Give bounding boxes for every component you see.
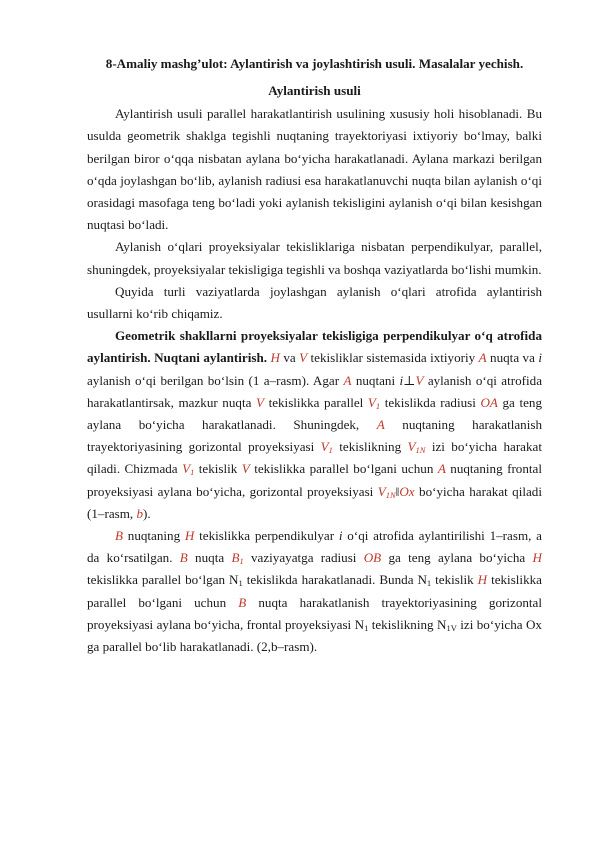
text-run: tekislikka parallel bo‘lgan N xyxy=(87,572,239,588)
text-run: tekislik xyxy=(431,572,478,588)
subscript: 1N xyxy=(385,489,396,500)
symbol-V: V xyxy=(415,372,424,388)
symbol-V1N: V xyxy=(407,439,416,455)
symbol-H: H xyxy=(270,350,280,366)
symbol-i: i xyxy=(399,372,404,388)
page-title: 8-Amaliy mashg’ulot: Aylantirish va joylashtirish usuli. Masalalar yechish. xyxy=(105,56,524,71)
paragraph-4 xyxy=(87,325,542,525)
symbol-A: A xyxy=(343,372,352,388)
paragraph-3: Quyida turli vaziyatlarda joylashgan aylanish o‘qlari atrofida aylantirish usullarni ko‘rib chiqamiz. xyxy=(87,283,542,322)
text-run: nuqta va xyxy=(486,350,539,366)
text-run: tekisliklar sistemasida ixtiyoriy xyxy=(307,350,479,366)
text-run: ga teng aylana bo‘yicha xyxy=(381,550,533,566)
symbol-A: A xyxy=(437,461,446,477)
symbol-V1: V xyxy=(320,439,329,455)
text-run: bo‘yicha harakat qiladi (1–rasm, xyxy=(87,483,542,521)
text-run: ga teng aylana bo‘yicha harakatlanadi. Shuningdek, xyxy=(87,394,542,433)
symbol-B1: B xyxy=(231,550,240,566)
symbol-A: A xyxy=(478,350,487,366)
text-run: nuqtani xyxy=(351,372,400,388)
symbol-H: H xyxy=(477,572,488,588)
text-run: tekislikka parallel xyxy=(263,394,368,410)
subscript: 1 xyxy=(328,445,333,456)
text-run: nuqta harakatlanish trayektoriyasining gorizontal proyeksiyasi aylana bo‘yicha, frontal proyeksiyasi N xyxy=(87,594,542,632)
text-run: nuqtaning xyxy=(123,528,185,544)
symbol-i: i xyxy=(538,350,542,366)
symbol-V1N: V xyxy=(377,483,386,499)
paragraph-2: Aylanish o‘qlari proyeksiyalar tekisliklariga nisbatan perpendikulyar, parallel, shuningdek, proyeksiyalar tekisligiga tegishli va boshqa vaziyatlarda bo‘lishi mumkin. xyxy=(87,239,542,277)
symbol-V: V xyxy=(299,350,308,366)
subscript: 1V xyxy=(446,622,457,633)
symbol-H: H xyxy=(532,550,542,566)
symbol-V: V xyxy=(255,394,264,410)
text-run: nuqtaning harakatlanish trayektoriyasining gorizontal proyeksiyasi xyxy=(87,417,542,455)
bold-lead: Geometrik shakllarni proyeksiyalar tekisligiga perpendikulyar o‘q atrofida aylantirish. Nuqtani aylantirish. xyxy=(87,328,542,366)
subscript: 1 xyxy=(375,400,381,411)
subscript: 1 xyxy=(190,467,195,478)
subscript: 1 xyxy=(426,578,432,589)
text-run: nuqtaning frontal proyeksiyasi aylana bo‘yicha, gorizontal proyeksiyasi xyxy=(87,461,542,499)
symbol-OB: OB xyxy=(363,550,382,566)
text-run: tekislikka parallel bo‘lgani uchun xyxy=(87,572,542,610)
text-run: nuqta xyxy=(187,550,232,566)
text-run: tekislikning N xyxy=(368,616,447,632)
perpendicular-symbol: ⊥ xyxy=(403,372,416,388)
symbol-B: B xyxy=(179,550,188,566)
symbol-H: H xyxy=(184,528,195,544)
subscript: 1 xyxy=(364,622,369,633)
paragraph-1: Aylantirish usuli parallel harakatlantirish usulining xususiy holi hisoblanadi. Bu usulda geometrik shaklga tegishli nuqtaning trayektoriyasi ixtiyoriy bo‘lmay, balki berilgan biror o‘qqa nisbatan aylana bo‘yicha harakatlanadi. Aylana markazi berilgan o‘qda joylashgan bo‘lib, aylanish radiusi esa harakatlanuvchi nuqta bilan aylanish o‘qi orasidagi masofaga teng bo‘ladi yoki aylanish tekisligini aylanish o‘qi bilan kesishgan nuqtasi bo‘ladi. xyxy=(87,106,542,233)
symbol-Ox: Ox xyxy=(399,483,415,499)
text-run: izi bo‘yicha harakat qiladi. Chizmada xyxy=(87,439,542,477)
symbol-B: B xyxy=(115,528,123,544)
symbol-b: b xyxy=(136,505,144,521)
text-run: tekislikda harakatlanadi. Bunda N xyxy=(242,572,427,588)
section-heading: Aylantirish usuli xyxy=(268,83,361,98)
text-run: tekislikda radiusi xyxy=(380,394,481,410)
text-run: aylanish o‘qi berilgan bo‘lsin (1 a–rasm). Agar xyxy=(87,372,344,388)
subscript: 1N xyxy=(415,445,426,456)
symbol-i: i xyxy=(338,528,343,544)
symbol-OA: OA xyxy=(480,394,498,410)
text-run: tekislikning xyxy=(332,439,408,455)
text-run: va xyxy=(279,350,300,366)
text-run: tekislikka parallel bo‘lgani uchun xyxy=(249,461,438,477)
symbol-B: B xyxy=(238,594,247,610)
symbol-A: A xyxy=(376,417,385,433)
subscript: 1 xyxy=(239,556,244,567)
text-run: ). xyxy=(143,505,151,521)
symbol-V1: V xyxy=(367,394,376,410)
symbol-V1: V xyxy=(182,461,191,477)
text-run: aylanish o‘qi atrofida harakatlantirsak, mazkur nuqta xyxy=(87,372,543,410)
parallel-symbol: ǁ xyxy=(395,483,400,499)
text-run: izi bo‘yicha Ox ga parallel bo‘lib harakatlanadi. (2,b–rasm). xyxy=(87,616,542,655)
paragraph-5 xyxy=(87,525,542,658)
subscript: 1 xyxy=(238,578,243,589)
text-run: vaziyayatga radiusi xyxy=(243,550,364,566)
symbol-V: V xyxy=(241,461,250,477)
text-run: o‘qi atrofida aylantirilishi 1–rasm, a da ko‘rsatilgan. xyxy=(87,528,542,566)
text-run: tekislik xyxy=(194,461,242,477)
text-run: tekislikka perpendikulyar xyxy=(194,528,339,544)
